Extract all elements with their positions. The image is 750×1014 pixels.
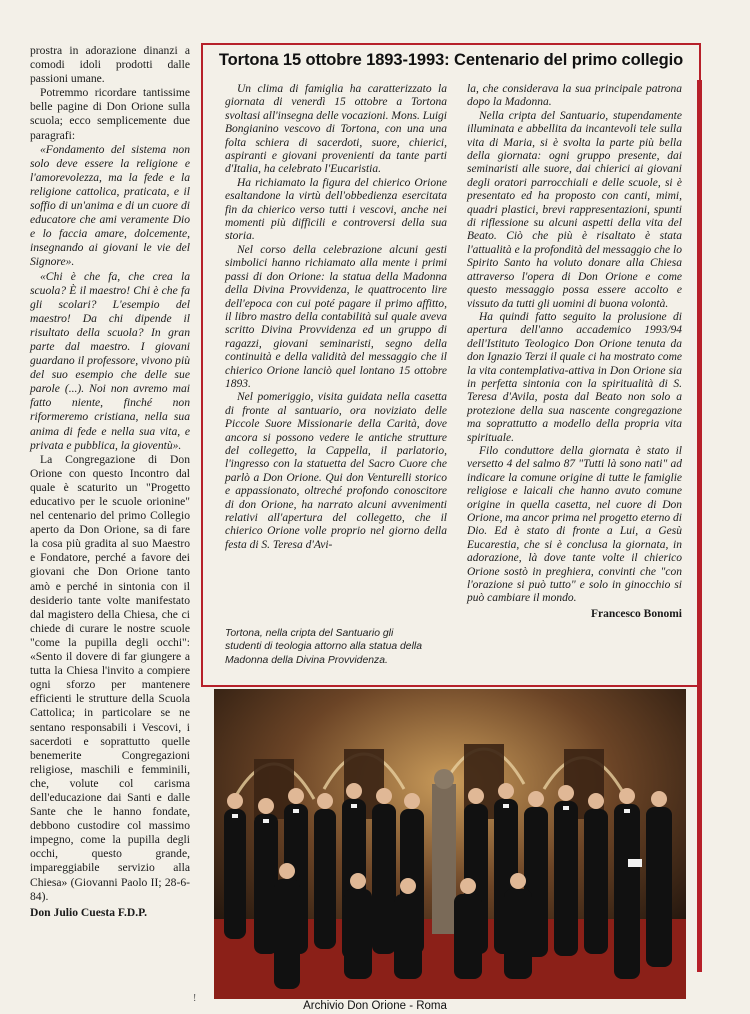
article-paragraph: Ha quindi fatto seguito la prolusione di apertura dell'anno accademico 1993/94 dell'Istituto Teologico Don Orione tenuta da don Ignazio Terzi il quale ci ha mostrato come la vita contemplativa-attiva in Don Orione sia in perfetta sintonia con la spiritualità di S. Teresa d'Avila, posta dal Beato non solo a protezione della sua nascente congregazione ma soprattutto a modello della propria vita spirituale. xyxy=(467,310,682,444)
article-paragraph: Nel pomeriggio, visita guidata nella casetta di fronte al santuario, ora noviziato delle Piccole Suore Missionarie della Carità, dove ancora si possono vedere le antiche strutture del collegetto, la Cappella, il parlatorio, l'ingresso con la statuetta del Sacro Cuore che parlò a Don Orione. Qui don Venturelli storico e appassionato, oltreché profondo conoscitore di don Orione, ha narrato alcuni avvenimenti relativi all'apertura del collegetto, che il chierico Orione volle proprio nel giorno della festa di S. Teresa d'Avi- xyxy=(225,391,447,551)
archive-footer: Archivio Don Orione - Roma xyxy=(303,1000,447,1012)
photo-caption: Tortona, nella cripta del Santuario gli studenti di teologia attorno alla statua della Madonna della Divina Provvidenza. xyxy=(225,628,422,666)
left-paragraph: «Fondamento del sistema non solo deve essere la religione e l'amorevolezza, ma la fede e la religione cattolica, praticata, e il soffio di un'anima e di un cuore di educatore che ami veramente Dio e lo faccia amare, dolcemente, insegnando ai giovani le vie del Signore». xyxy=(30,142,190,269)
article-author: Francesco Bonomi xyxy=(590,607,682,620)
article-paragraph: Nella cripta del Santuario, stupendamente illuminata e abbellita da incantevoli tele sulla vita di Maria, si è svolta la parte più bella della giornata: ogni gruppo presente, dai seminaristi alle suore, dai chierici ai giovani degli oratori parrocchiali e delle scuole, si è presentato ed ha proposto con canti, mimi, quadri plastici, brevi rappresentazioni, spunti di riflessione su alcuni aspetti della vita del Beato. Ciò che più è risaltato è stata l'attualità e la profondità del messaggio che lo Spirito Santo ha voluto donare alla Chiesa attraverso l'opera di Don Orione e come questo messaggio possa essere accolto e vissuto da tutti gli uomini di buona volontà. xyxy=(467,109,682,310)
article-title: Tortona 15 ottobre 1893-1993: Centenario del primo collegio xyxy=(218,51,684,69)
article-column-a xyxy=(225,83,447,552)
article-paragraph: Ha richiamato la figura del chierico Orione esaltandone la virtù dell'obbedienza esercitata fin da chierico verso tutti i vescovi, anche nei momenti più difficili e controversi della sua storia. xyxy=(225,176,447,243)
left-paragraph: prostra in adorazione dinanzi a comodi idoli prodotti dalle passioni umane. xyxy=(30,44,190,86)
left-column-text xyxy=(30,44,190,920)
article-paragraph: Un clima di famiglia ha caratterizzato la giornata di venerdì 15 ottobre a Tortona svoltasi all'insegna delle vocazioni. Mons. Luigi Bongianino vescovo di Tortona, con una una folta schiera di sacerdoti, suore, chierici, aspiranti e giovani provenienti da tante parti d'Italia, ha celebrato l'Eucaristia. xyxy=(225,83,447,176)
article-paragraph: la, che considerava la sua principale patrona dopo la Madonna. xyxy=(467,83,682,109)
article-paragraph: Filo conduttore della giornata è stato il versetto 4 del salmo 87 "Tutti là sono nati" ad indicare la comune origine di tutte le famiglie religiose e laicali che hanno avuto comune origine in quella casetta, nel cuore di Don Orione, ma ancor prima nel progetto eterno di Dio. Ed è stato di fronte a Lui, a Gesù Eucarestia, che si è conclusa la giornata, in adorazione, là dove tante volte il chierico Orione sostò in preghiera, convinti che "con l'orazione si può tutto" e solo in ginocchio si può cambiare il mondo. xyxy=(467,444,682,605)
left-paragraph: La Congregazione di Don Orione con questo Incontro dal quale è scaturito un "Progetto educativo per le scuole orionine" nel centenario del primo Collegio aperto da Don Orione, sa di fare la cosa più gradita al suo Maestro e Fondatore, perché a favore dei giovani che Don Orione tanto amò e perché in sintonia con il desiderio tante volte manifestato dal magistero della Chiesa, che ci chiede di curare le nostre scuole "come la pupilla degli occhi": «Sento il dovere di far giungere a tutta la Chiesa l'invito a compiere ogni sforzo per mantenere efficienti le strutture della Scuola Cattolica; in particolare se ne sentano responsabili i Vescovi, i sacerdoti e soprattutto quelle benemerite Congregazioni religiose, maschili e femminili, che, volute col carisma dell'educazione dai Santi e dalle Sante che le hanno fondate, debbono custodire col massimo impegno, come la pupilla degli occhi, questo grande, impareggiabile servizio alla Chiesa» (Giovanni Paolo II; 28-6-84). xyxy=(30,452,190,903)
article-column-b xyxy=(467,83,682,621)
page-mark: ! xyxy=(193,993,197,1004)
left-signature: Don Julio Cuesta F.D.P. xyxy=(30,905,148,919)
group-photo xyxy=(214,689,686,999)
article-paragraph: Nel corso della celebrazione alcuni gesti simbolici hanno richiamato alla mente i primi passi di don Orione: la statua della Madonna della Divina Provvidenza, le quattrocento lire dell'epoca con cui poté pagare il primo affitto, il libro mastro della contabilità sul quale aveva scritto Divina Provvidenza ed un gruppo di ragazzi, giovani seminaristi, segno della continuità e della validità del messaggio che il chierico Orione lanciò quel lontano 15 ottobre 1893. xyxy=(225,243,447,390)
left-paragraph: «Chi è che fa, che crea la scuola? È il maestro! Chi è che fa gli scolari? L'esempio del maestro! Da chi dipende il risultato della scuola? In gran parte dal maestro. I giovani guardano il professore, vivono più del suo esempio che delle sue parole (...). Noi non avremo mai fatto niente, finché non riformeremo cristiana, nella sua anima di fede e nella sua vita, e privata e pubblica, la gioventù». xyxy=(30,269,190,452)
group-photo-icon xyxy=(214,689,686,999)
left-paragraph: Potremmo ricordare tantissime belle pagine di Don Orione sulla scuola; ecco semplicemente due paragrafi: xyxy=(30,86,190,142)
article-frame xyxy=(201,43,701,687)
